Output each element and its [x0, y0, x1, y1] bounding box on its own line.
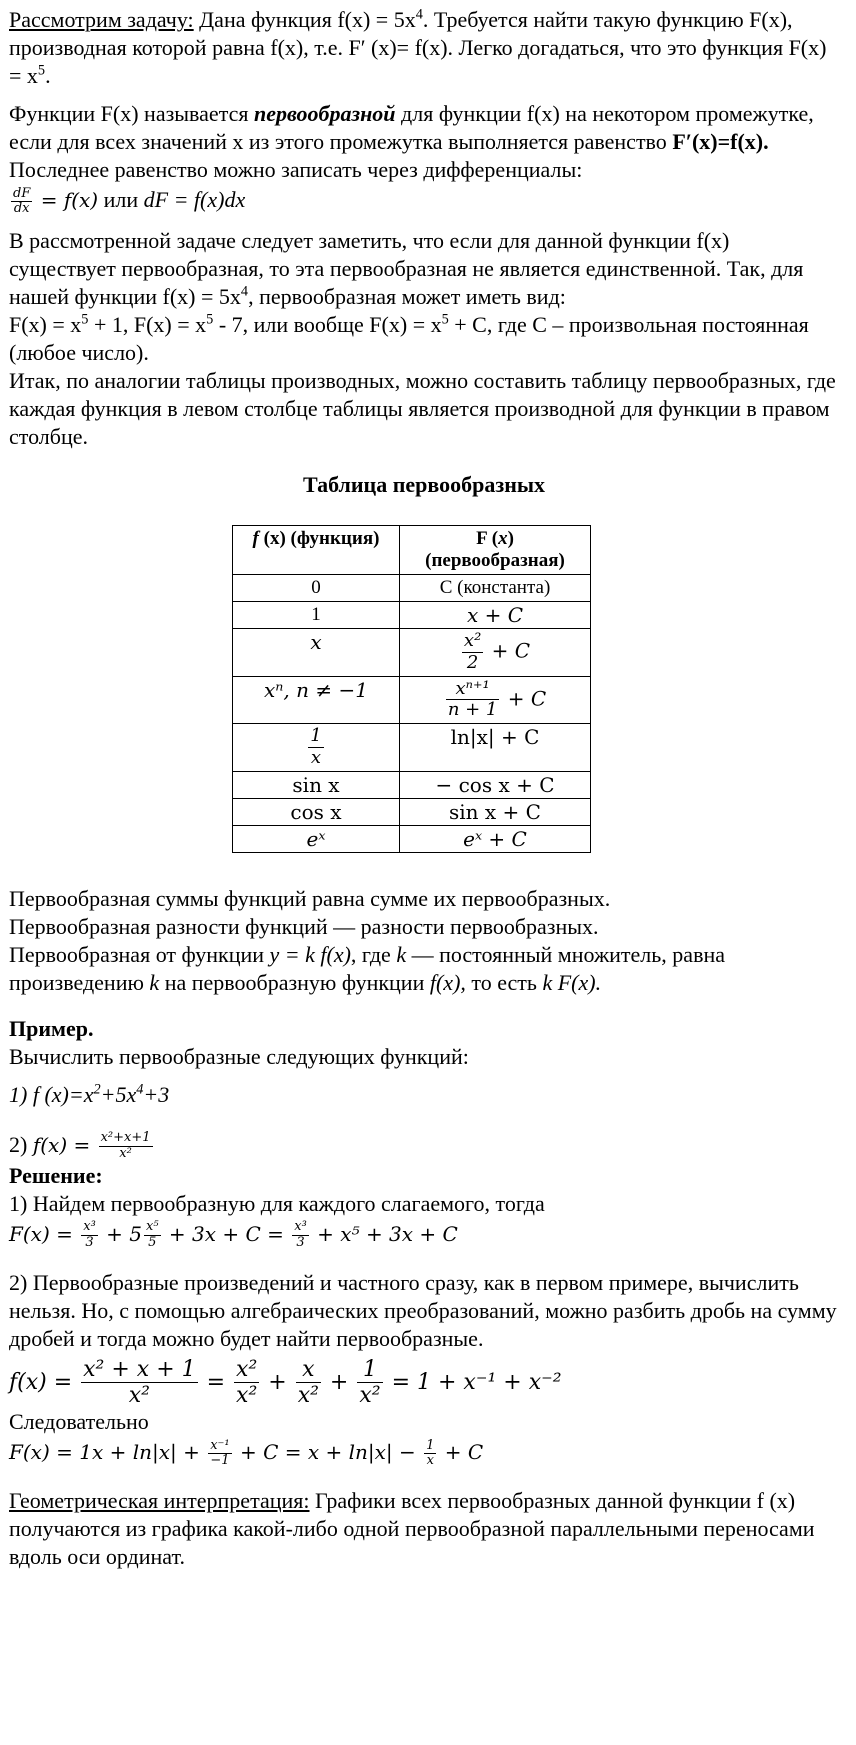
document-body	[9, 6, 839, 1571]
intro-sup-1: 4	[415, 6, 423, 23]
rule-k-mid2: — постоянный множитель, равна произведению	[9, 941, 725, 995]
cell-f: eˣ	[233, 825, 400, 852]
sup-a: 5	[81, 312, 89, 329]
fraction-numerator: x²	[463, 630, 482, 652]
geometry-paragraph	[9, 1487, 839, 1571]
example-task: Вычислить первообразные следующих функций:	[9, 1043, 469, 1069]
remark-paragraph	[9, 227, 839, 311]
differential-formula	[9, 186, 839, 217]
table-title: Таблица первообразных	[302, 472, 546, 498]
fraction	[296, 1357, 321, 1409]
fraction-denominator: x²	[119, 1145, 132, 1161]
cell-F: sin x + C	[400, 798, 591, 825]
sup-b: 5	[206, 312, 214, 329]
antiderivative-table	[232, 525, 591, 852]
intro-lead: Рассмотрим задачу:	[9, 7, 194, 32]
differential-line: Последнее равенство можно записать через дифференциалы:	[9, 157, 583, 182]
cell-F: ln|x| + C	[400, 724, 591, 771]
fraction-denominator: x	[426, 1453, 434, 1469]
intro-text-2: . Требуется найти такую функцию F(x), производная которой равна f(x), т.е. F′ (x)= f(x). Легко догадаться, что это функция F(x) = x	[9, 7, 827, 88]
fraction	[234, 1357, 259, 1409]
header-function	[233, 526, 400, 575]
fraction-denominator: x²	[236, 1383, 258, 1409]
cell-f: 1	[233, 602, 400, 629]
header-F-2: )	[507, 528, 514, 550]
solution-heading: Решение:	[9, 1162, 103, 1188]
fraction	[424, 1439, 436, 1470]
definition-equation: F′(x)=f(x).	[672, 129, 769, 154]
solution-formula-1	[9, 1220, 839, 1251]
cell-f: x	[233, 629, 400, 676]
hence-word: Следовательно	[9, 1409, 149, 1435]
cell-F: − cos x + C	[400, 771, 591, 798]
definition-paragraph	[9, 100, 839, 156]
f2-eq: =	[199, 1369, 233, 1395]
item2-label: 2)	[9, 1131, 33, 1157]
table-row	[233, 724, 591, 771]
example-b: + 1, F(x) = x	[88, 312, 207, 338]
geometry-lead: Геометрическая интерпретация:	[9, 1488, 310, 1514]
fraction-denominator: x²	[297, 1383, 319, 1409]
fraction-numerator: x²+x+1	[100, 1130, 151, 1146]
solution-step-1: 1) Найдем первообразную для каждого слагаемого, тогда	[9, 1190, 545, 1216]
cell-F: eˣ + C	[400, 825, 591, 852]
cell-f: sin x	[233, 771, 400, 798]
geometry-text: Графики всех первообразных данной функции f (x) получаются из графика какой-либо одной первообразной параллельными переносами вдоль оси ординат.	[9, 1488, 815, 1570]
header-F-1: F (	[476, 528, 499, 550]
item1-b: +5x	[100, 1081, 137, 1107]
rule-k-mid: , где	[350, 941, 397, 967]
intro-text-3: .	[45, 63, 51, 88]
fraction-numerator: x⁵	[145, 1218, 159, 1234]
fraction-denominator: n + 1	[447, 699, 498, 721]
table-row	[233, 825, 591, 852]
rule-k-mid3: на первообразную функции	[159, 969, 430, 995]
fraction-denominator: −1	[210, 1453, 230, 1469]
cell-F: x + C	[400, 602, 591, 629]
fraction-numerator: 1	[357, 1357, 382, 1383]
formula-part-1: = f(x)	[34, 188, 99, 212]
cell-f: xⁿ, n ≠ −1	[233, 676, 400, 723]
fraction-numerator: 1	[426, 1437, 435, 1453]
sup-c: 5	[441, 312, 449, 329]
example-item-2	[9, 1131, 839, 1162]
cell-f: cos x	[233, 798, 400, 825]
item1-a: 1) f (x)=x	[9, 1081, 94, 1107]
example-heading: Пример.	[9, 1015, 94, 1041]
fraction-numerator: x² + x + 1	[83, 1356, 196, 1382]
f1-mid2: + 3x + C =	[162, 1221, 291, 1246]
rule-k-mid4: то есть	[465, 969, 543, 995]
fraction-denominator: 2	[466, 652, 479, 674]
rule-difference: Первообразная разности функций — разности первообразных.	[9, 913, 599, 939]
definition-post: для функции f(x) на некотором промежутке, если для всех значений x из этого промежутка выполняется равенство	[9, 101, 814, 154]
example-item-1	[9, 1081, 839, 1109]
f1-lhs: F(x) =	[9, 1221, 80, 1246]
fraction-numerator: x	[296, 1357, 321, 1383]
or-word: или	[98, 187, 144, 212]
fraction	[357, 1357, 382, 1409]
cell-F: C (константа)	[400, 575, 591, 602]
fraction	[81, 1357, 197, 1409]
f2-end: = 1 + x⁻¹ + x⁻²	[384, 1369, 562, 1395]
rule-k-var2: k	[149, 969, 160, 995]
item1-sup1: 2	[93, 1081, 101, 1098]
rule-k-var: k	[396, 941, 407, 967]
cell-F	[400, 676, 591, 723]
rule-sum: Первообразная суммы функций равна сумме их первообразных.	[9, 885, 611, 911]
fraction-numerator: 1	[310, 725, 322, 747]
rule-k-fx: f(x),	[429, 969, 466, 995]
table-row	[233, 629, 591, 676]
table-header-row	[233, 526, 591, 575]
f2-plus2: +	[322, 1369, 356, 1395]
example-c: - 7, или вообще F(x) = x	[213, 312, 442, 338]
f2-lhs: f(x) =	[9, 1369, 80, 1395]
fraction	[292, 1220, 309, 1251]
example-d: + C, где C – произвольная постоянная (любое число).	[9, 312, 809, 366]
fraction-numerator: x³	[294, 1218, 307, 1234]
rule-constant	[9, 941, 839, 997]
fraction-denominator: 3	[85, 1234, 94, 1250]
cell-F	[400, 629, 591, 676]
fraction-numerator: x³	[83, 1218, 96, 1234]
fraction	[308, 726, 323, 768]
table-row	[233, 676, 591, 723]
cell-F-rest: + C	[501, 686, 547, 711]
item2-lhs: f(x) =	[32, 1132, 97, 1157]
solution-step-2: 2) Первообразные произведений и частного сразу, как в первом примере, вычислить нельзя. Но, с помощью алгебраических преобразований, можно разбить дробь на сумму дробей и тогда можно будет найти первообразные.	[9, 1269, 837, 1351]
fraction-denominator: 3	[296, 1234, 305, 1250]
rule-k-func: y = k f(x)	[269, 941, 351, 967]
item1-sup2: 4	[136, 1081, 144, 1098]
header-f: f	[252, 528, 259, 550]
table-row	[233, 575, 591, 602]
header-F-3: (первообразная)	[425, 550, 565, 572]
fraction	[144, 1220, 161, 1251]
remark-text-2: , первообразная может иметь вид:	[248, 284, 566, 310]
definition-term: первообразной	[253, 101, 396, 126]
table-row	[233, 602, 591, 629]
fraction-denominator: x	[310, 746, 322, 768]
fraction	[446, 679, 500, 721]
fraction-denominator: x²	[359, 1383, 381, 1409]
solution-formula-2	[9, 1357, 839, 1409]
fraction	[208, 1439, 231, 1470]
f3-end: + C	[438, 1440, 484, 1465]
formula-part-2: dF = f(x)dx	[143, 187, 246, 212]
header-antiderivative	[400, 526, 591, 575]
examples-line	[9, 311, 839, 367]
fraction-numerator: x²	[236, 1356, 258, 1382]
fraction-denominator: 5	[148, 1234, 157, 1250]
intro-paragraph	[9, 6, 839, 90]
fraction-denominator: x²	[128, 1383, 150, 1409]
f3-mid: + C = x + ln|x| −	[233, 1440, 423, 1465]
f2-plus: +	[261, 1369, 294, 1395]
fraction-numerator: x⁻¹	[210, 1437, 230, 1453]
cell-f	[233, 724, 400, 771]
fraction-numerator: dF	[13, 185, 31, 201]
rule-k-result: k F(x).	[542, 969, 602, 995]
fraction	[81, 1220, 98, 1251]
rule-k-pre: Первообразная от функции	[9, 941, 270, 967]
intro-text-1: Дана функция f(x) = 5x	[193, 7, 416, 32]
fraction	[462, 631, 483, 673]
remark-text-1: В рассмотренной задаче следует заметить, что если для данной функции f(x) существует первообразная, то эта первообразная не является единственной. Так, для нашей функции f(x) = 5x	[9, 228, 804, 310]
f1-end: + x⁵ + 3x + C	[310, 1221, 458, 1246]
cell-F-rest: + C	[485, 639, 531, 664]
solution-formula-3	[9, 1438, 839, 1469]
header-f-rest: (x) (функция)	[258, 528, 380, 550]
table-row	[233, 798, 591, 825]
header-F-x: x	[498, 528, 508, 550]
analogy-paragraph: Итак, по аналогии таблицы производных, можно составить таблицу первообразных, где каждая функция в левом столбце таблицы является производной для функции в правом столбце.	[9, 368, 836, 450]
remark-sup-1: 4	[240, 284, 249, 301]
dF-dx-fraction	[11, 187, 32, 218]
f1-mid: + 5	[99, 1221, 142, 1246]
f3-lhs: F(x) = 1x + ln|x| +	[9, 1440, 207, 1465]
intro-sup-2: 5	[37, 62, 46, 79]
example-a: F(x) = x	[9, 312, 82, 338]
fraction-denominator: dx	[13, 201, 30, 217]
item1-c: +3	[143, 1081, 170, 1107]
item2-fraction	[99, 1131, 153, 1162]
fraction-numerator: xⁿ⁺¹	[446, 679, 500, 701]
table-row	[233, 771, 591, 798]
definition-pre: Функции F(x) называется	[9, 101, 254, 126]
cell-f: 0	[233, 575, 400, 602]
